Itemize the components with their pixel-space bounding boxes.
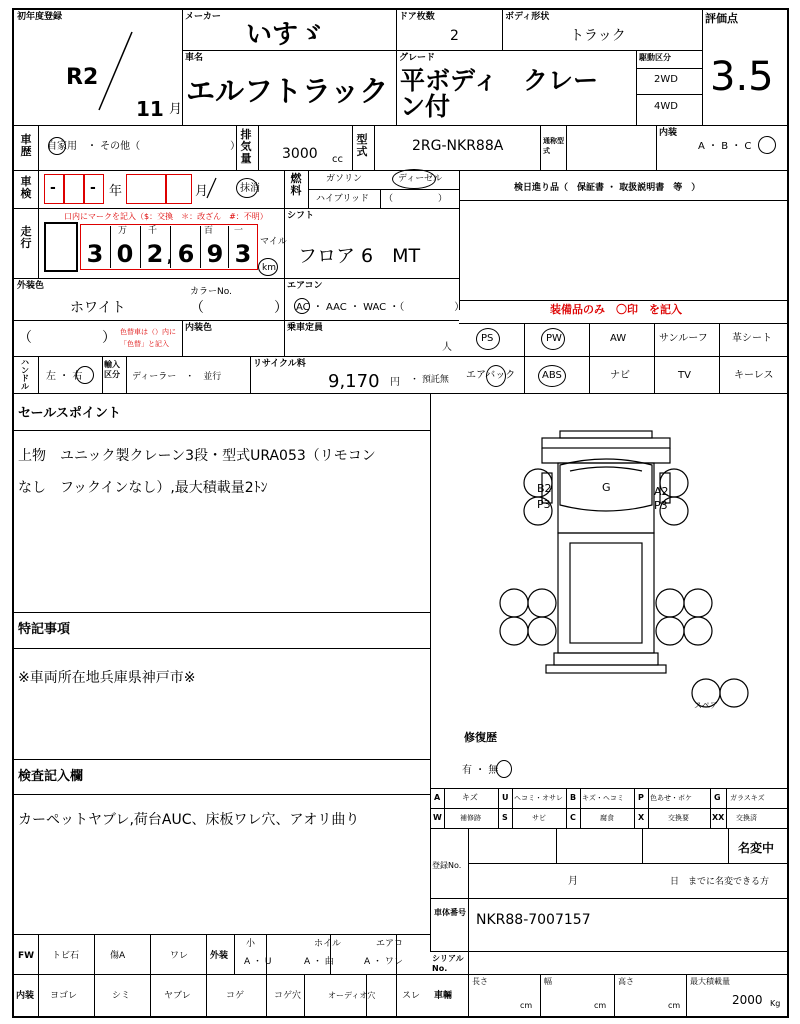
maxload-value: 2000 — [732, 993, 763, 1007]
maxload-unit: Kg — [770, 999, 781, 1008]
legend-p: P — [638, 793, 644, 802]
unit-sen: 千 — [148, 226, 158, 236]
maker-value: いすゞ — [246, 20, 325, 50]
aero-value: A ・ ワレ — [364, 957, 403, 967]
fw-item: ワレ — [170, 951, 189, 961]
legend-c-text: 腐食 — [600, 814, 614, 822]
dims-label: 車輛 — [434, 991, 453, 1001]
aircon-value: AC ・ AAC ・ WAC ・（ ） — [296, 302, 465, 313]
paint-paren: （ ） — [18, 330, 116, 346]
fuel-hybrid-paren: （ ） — [384, 194, 448, 204]
first-reg-month: 11 — [136, 97, 164, 121]
legend-xx: XX — [712, 813, 725, 822]
displacement-label: 排気量 — [240, 128, 252, 165]
mileage-lead-box — [44, 222, 78, 272]
color-no-paren: （ ） — [190, 300, 288, 316]
equip-leather: 革シート — [732, 333, 772, 344]
mile-label: マイル — [260, 237, 287, 247]
model-label: 型式 — [356, 133, 368, 158]
fuel-diesel: ディーゼル — [398, 174, 443, 184]
carname-value: エルフトラック — [186, 74, 389, 108]
equipment-header: 装備品のみ 〇印 を記入 — [550, 303, 682, 316]
equip-ps-circle — [476, 328, 500, 350]
fw-label: FW — [18, 951, 35, 961]
unit-hyaku: 百 — [204, 226, 214, 236]
wheel-label: ホイル — [314, 939, 342, 949]
special-text: ※車両所在地兵庫県神戸市※ — [18, 670, 196, 686]
interior-label: 内装 — [659, 128, 678, 138]
paint-note1: 色替車は（）内に — [120, 328, 176, 336]
height-cm: cm — [668, 1001, 681, 1010]
exterior-color-value: ホワイト — [70, 300, 126, 316]
grade-label: グレード — [399, 53, 436, 63]
legend-g: G — [714, 793, 721, 802]
first-reg-month-unit: 月 — [169, 102, 183, 117]
int-item: スレ — [402, 991, 421, 1001]
legend-x: X — [638, 813, 645, 822]
special-title: 特記事項 — [18, 622, 71, 637]
sales-line2: なし フックインなし）,最大積載量2ﾄﾝ — [18, 480, 268, 496]
maker-label: メーカー — [185, 12, 221, 22]
grade-line1: 平ボディ クレー — [400, 66, 599, 95]
ext-label: 外装 — [210, 951, 229, 961]
auction-sheet: 初年度登録 R2 11 月 メーカー いすゞ ドア枚数 2 ボディ形状 トラック 評価点 3.5 車名 エルフトラック グレード 平ボディ クレー ン付 駆動区分 2WD 4WD 車歴 自家用 ・ その他（ ） 排気量 3000 cc 型式 2RG-NKR88A 通称型式 内装 A ・ B ・ C 車検 - - 年 月 抹消 燃料 ガソリン ディーゼル ハイブリッド （ ） 検日進り品（ 保証書 ・ 取扱説明書 等 ） 走行 口内にマークを記入（$：交換 ＊：改ざん #：不明） 万 千 百 一 3 0 2 , 6 9 3 マイル km シフト フロア 6 MT 外装色 ホワイト カラーNo. （ ） エアコン AC ・ AAC ・ WAC ・（ ） （ ） 色替車は（）内に 「色替」と記入 内装色 乗車定員 人 装備品のみ 〇印 を記入 PS PW AW サンルーフ 革シート エアバック ABS ナビ TV キーレス ハンドル 左 ・ 右 輸入区分 ディーラー ・ 並行 リサイクル料 9,170 円 ・ 預託無 セールスポイント 上物 ユニック製クレーン3段・型式URA053（リモコン なし フックインなし）,最大積載量2ﾄﾝ 特記事項 ※車両所在地兵庫県神戸市※ 検査記入欄 カーペットヤブレ,荷台AUC、床板ワレ穴、アオリ曲り B2 P3 G A2 P3 スペア 修復歴 有 ・ 無 A キズ U ヘコミ・オサレ B キズ・ヘコミ P 色あせ・ボケ G ガラスキズ W 補修跡 S サビ C 腐食 X 交換要 XX 交換済 登録No. 名変中 月 日 までに名変できる方 車体番号 NKR88-7007157 FW トビ石 傷A ワレ 外装 小 A ・ U ホイル A ・ 曲 エアロ A ・ ワレ シリアルNo. 内装 ヨゴレ シミ ヤブレ コゲ コゲ穴 オーディオ穴 スレ 車輛 長さ cm 幅 cm 高さ cm 最大積載量 2000 Kg — [12, 8, 789, 1018]
name-change-label: 名変中 — [738, 841, 775, 855]
inspect-text: カーペットヤブレ,荷台AUC、床板ワレ穴、アオリ曲り — [18, 812, 360, 828]
handle-value: 左 ・ 右 — [46, 371, 83, 382]
legend-u-text: ヘコミ・オサレ — [514, 794, 563, 802]
exterior-color-label: 外装色 — [17, 281, 45, 291]
body-value: トラック — [570, 28, 626, 44]
mileage-digit: 2 — [146, 240, 164, 268]
int-item: ヨゴレ — [50, 991, 78, 1001]
width-cm: cm — [594, 1001, 607, 1010]
legend-x-text: 交換要 — [668, 814, 689, 822]
recycle-deposit: ・ 預託無 — [410, 375, 449, 385]
fw-item: 傷A — [110, 951, 126, 961]
wheel-value: A ・ 曲 — [304, 957, 334, 967]
length-cm: cm — [520, 1001, 533, 1010]
length-label: 長さ — [472, 977, 488, 986]
height-label: 高さ — [618, 977, 634, 986]
equip-aw: AW — [610, 333, 627, 344]
km-circle — [258, 258, 278, 276]
legend-xx-text: 交換済 — [736, 814, 757, 822]
repair-value: 有 ・ 無 — [462, 765, 499, 776]
legend-c: C — [570, 813, 576, 822]
legend-p-text: 色あせ・ボケ — [650, 794, 692, 802]
history-value: 自家用 ・ その他（ ） — [47, 141, 241, 152]
first-reg-era: R2 — [66, 65, 99, 90]
common-model-label: 通称型式 — [543, 137, 564, 155]
int-item: オーディオ穴 — [328, 991, 376, 1000]
capacity-label: 乗車定員 — [287, 323, 324, 333]
aircon-circle — [294, 298, 310, 314]
mileage-digit: 0 — [116, 240, 134, 268]
legend-s-text: サビ — [532, 814, 546, 822]
int-item: シミ — [112, 991, 131, 1001]
equip-abs: ABS — [542, 370, 562, 381]
int-item: ヤブレ — [164, 991, 191, 1001]
maxload-label: 最大積載量 — [690, 977, 730, 986]
fuel-label: 燃料 — [290, 172, 302, 197]
serial-label: シリアルNo. — [432, 954, 464, 973]
legend-a-text: キズ — [462, 793, 478, 802]
score-label: 評価点 — [705, 12, 738, 25]
diesel-circle — [392, 169, 436, 189]
legend-b: B — [570, 793, 577, 802]
repair-label: 修復歴 — [464, 731, 497, 744]
handle-circle — [76, 366, 94, 384]
handle-label: ハンドル — [21, 358, 29, 391]
diag-spare: スペア — [694, 701, 718, 710]
unit-ichi: 一 — [234, 226, 244, 236]
interior-value: A ・ B ・ C — [698, 141, 752, 152]
first-reg-label: 初年度登録 — [17, 12, 63, 22]
small-value: A ・ U — [244, 957, 272, 967]
recycle-unit: 円 — [390, 377, 400, 388]
legend-s: S — [502, 813, 508, 822]
mileage-note: 口内にマークを記入（$：交換 ＊：改ざん #：不明） — [64, 212, 268, 221]
grade-line2: ン付 — [400, 92, 451, 121]
legend-a: A — [434, 793, 441, 802]
legend-u: U — [502, 793, 509, 802]
equip-keyless: キーレス — [734, 370, 774, 381]
drive-4wd: 4WD — [654, 101, 678, 112]
interior-grade-circle — [758, 136, 776, 154]
shift-value: フロア 6 MT — [298, 245, 421, 267]
unit-man: 万 — [118, 226, 128, 236]
equip-abs-circle — [538, 365, 566, 387]
diag-p3-left: P3 — [537, 498, 551, 511]
equip-sunroof: サンルーフ — [659, 333, 708, 344]
color-no-label: カラーNo. — [190, 287, 232, 297]
body-label: ボディ形状 — [505, 12, 550, 22]
chassis-value: NKR88-7007157 — [476, 912, 591, 928]
inspection-year-unit: 年 — [109, 184, 123, 199]
fw-item: トビ石 — [52, 951, 80, 961]
repair-circle — [496, 760, 512, 778]
fuel-hybrid: ハイブリッド — [316, 194, 370, 204]
diag-p3-right: P3 — [654, 499, 668, 512]
equip-tv: TV — [678, 370, 691, 381]
mileage-digit: 3 — [86, 240, 104, 268]
width-label: 幅 — [544, 977, 552, 986]
shift-label: シフト — [287, 211, 315, 221]
recycle-label: リサイクル料 — [253, 359, 306, 369]
registration-month: 月 — [568, 876, 578, 887]
import-value: ディーラー ・ 並行 — [132, 372, 222, 382]
int-item: コゲ穴 — [274, 991, 302, 1001]
mileage-digit: 6 — [177, 240, 195, 268]
interior-color-label: 内装色 — [185, 323, 213, 333]
model-value: 2RG-NKR88A — [412, 138, 504, 154]
displacement-unit: cc — [332, 154, 343, 165]
equip-airbag: エアバック — [466, 370, 516, 381]
legend-w: W — [433, 813, 442, 822]
diag-b2: B2 — [537, 482, 552, 495]
km-label: km — [262, 263, 276, 273]
legend-b-text: キズ・ヘコミ — [582, 794, 624, 802]
inspection-expired: 抹消 — [240, 183, 260, 194]
score-value: 3.5 — [710, 54, 774, 100]
drive-2wd: 2WD — [654, 74, 678, 85]
equip-pw: PW — [546, 333, 562, 344]
capacity-unit: 人 — [442, 342, 452, 353]
inspection-label: 車検 — [20, 175, 32, 200]
diag-a2: A2 — [654, 485, 669, 498]
fuel-gasoline: ガソリン — [326, 174, 363, 184]
sales-line1: 上物 ユニック製クレーン3段・型式URA053（リモコン — [18, 448, 376, 464]
expired-circle — [236, 178, 258, 198]
equip-airbag-circle — [486, 365, 506, 387]
mileage-digit: 9 — [206, 240, 224, 268]
mileage-digit: 3 — [234, 240, 252, 268]
inspect-title: 検査記入欄 — [18, 769, 84, 784]
int-item: コゲ — [226, 991, 245, 1001]
doors-value: 2 — [450, 28, 459, 44]
mileage-label: 走行 — [20, 225, 32, 250]
registration-day-note: 日 までに名変できる方 — [670, 877, 770, 887]
equip-navi: ナビ — [610, 370, 630, 381]
drive-label: 駆動区分 — [639, 53, 671, 62]
int-label: 内装 — [16, 991, 35, 1001]
chassis-label: 車体番号 — [434, 908, 466, 917]
legend-g-text: ガラスキズ — [730, 794, 765, 802]
equip-pw-circle — [541, 328, 565, 350]
small-label: 小 — [246, 939, 256, 949]
docs-label: 検日進り品（ 保証書 ・ 取扱説明書 等 ） — [514, 183, 701, 193]
displacement-value: 3000 — [282, 146, 318, 162]
paint-note2: 「色替」と記入 — [120, 340, 169, 348]
recycle-value: 9,170 — [328, 371, 380, 392]
inspection-month-unit: 月 — [195, 184, 209, 199]
carname-label: 車名 — [185, 53, 204, 63]
history-label: 車歴 — [20, 133, 32, 158]
aircon-label: エアコン — [287, 281, 323, 291]
equip-ps: PS — [481, 333, 494, 344]
legend-w-text: 補修跡 — [460, 814, 481, 822]
registration-label: 登録No. — [432, 861, 462, 870]
sales-title: セールスポイント — [18, 406, 121, 421]
doors-label: ドア枚数 — [399, 12, 435, 22]
import-label: 輸入区分 — [104, 360, 120, 379]
aero-label: エアロ — [376, 939, 404, 949]
diag-g: G — [602, 481, 611, 494]
